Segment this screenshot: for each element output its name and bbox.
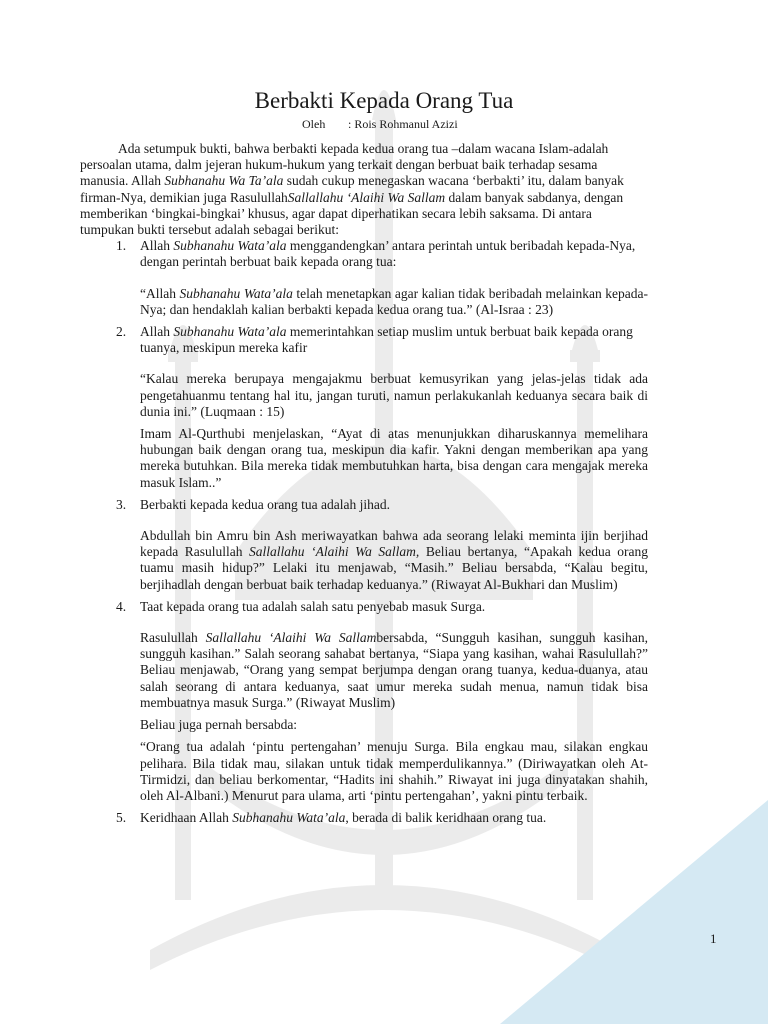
italic-text: Subhanahu Wata’ala xyxy=(173,324,287,340)
italic-text: Sallallahu ‘Alaihi Wa Sallam, xyxy=(249,544,420,560)
list-item-lead xyxy=(140,810,648,826)
list-item-lead xyxy=(140,238,648,270)
quote-paragraph xyxy=(140,286,648,318)
text-run: Ada setumpuk bukti, bahwa berbakti kepada kedua orang tua –dalam wacana Islam-adalah persoalan utama, dalm jejeran hukum-hukum yang terkait dengan berbuat baik terhadap sesama manusia. Allah xyxy=(80,141,609,189)
intro-paragraph xyxy=(80,141,648,238)
list-item xyxy=(80,810,648,826)
text-run: dalam banyak sabdanya, dengan memberikan ‘bingkai-bingkai’ khusus, agar dapat diperhatikan secara lebih saksama. Di antara tumpukan bukti tersebut adalah sebagai berikut: xyxy=(80,189,624,238)
text-run: menggandengkan’ antara perintah untuk beribadah kepada-Nya, dengan perintah berbuat baik kepada orang tua: xyxy=(140,238,636,270)
text-run: Keridhaan Allah xyxy=(140,810,233,826)
document-title: Berbakti Kepada Orang Tua xyxy=(254,88,514,113)
text-run: “Orang tua adalah ‘pintu pertengahan’ menuju Surga. Bila engkau mau, silakan engkau pelihara. Bila tidak mau, silakan untuk tidak memperdulikannya.” (Diriwayatkan oleh At-Tirmidzi, dan beliau berkomentar, “Hadits ini shahih.” Riwayat ini juga dinyatakan shahih, oleh Al-Albani.) Menurut para ulama, arti ‘pintu pertengahan’, yakni pintu terbaik. xyxy=(140,739,648,803)
text-run: Allah xyxy=(140,324,174,340)
text-run: Imam Al-Qurthubi menjelaskan, “Ayat di atas menunjukkan diharuskannya memelihara hubungan baik dengan orang tua, meskipun dia kafir. Yakni dengan memberikan apa yang mereka butuhkan. Bila mereka tidak membutuhkan harta, bisa dengan cara mengajak mereka masuk Islam..” xyxy=(140,426,648,490)
page-number: 1 xyxy=(710,931,717,946)
quote-paragraph xyxy=(140,371,648,420)
list-item xyxy=(80,324,648,491)
text-run: Taat kepada orang tua adalah salah satu penyebab masuk Surga. xyxy=(140,598,486,614)
list-item xyxy=(80,238,648,318)
italic-text: Subhanahu Wa Ta’ala xyxy=(164,173,284,189)
italic-text: Subhanahu Wata’ala xyxy=(173,238,287,254)
italic-text: Subhanahu Wata’ala xyxy=(179,285,293,301)
text-run: Abdullah bin Amru bin Ash meriwayatkan bahwa ada seorang lelaki meminta ijin berjihad kepada Rasulullah xyxy=(140,528,648,560)
list-number: 1. xyxy=(116,238,127,254)
list-item-lead xyxy=(140,324,648,356)
explanation-paragraph xyxy=(140,717,648,733)
text-run: memerintahkan setiap muslim untuk berbuat baik kepada orang tuanya, meskipun mereka kafir xyxy=(140,324,633,356)
italic-text: Subhanahu Wata’ala xyxy=(232,810,346,826)
list-item-lead xyxy=(140,599,648,615)
text-run: bersabda, “Sungguh kasihan, sungguh kasihan, sungguh kasihan.” Salah seorang sahabat bertanya, “Siapa yang kasihan, wahai Rasulullah?” Beliau menjawab, “Orang yang sempat berjumpa dengan orang tuanya, kedua-duanya, atau salah seorang di antara keduanya, saat umur mereka sudah menua, namun tidak bisa membuatnya masuk Surga.” (Riwayat Muslim) xyxy=(140,630,648,710)
list-number: 2. xyxy=(116,324,127,340)
italic-text: Sallallahu ‘Alaihi Wa Sallam xyxy=(287,189,446,205)
text-run: Beliau bertanya, “Apakah kedua orang tuamu masih hidup?” Lelaki itu menjawab, “Masih.” Beliau bersabda, “Kalau begitu, berjihadlah dengan berbuat baik terhadap keduanya.” (Riwayat Al-Bukhari dan Muslim) xyxy=(140,544,648,592)
quote-paragraph xyxy=(140,528,648,593)
italic-text: Sallallahu ‘Alaihi Wa Sallam xyxy=(205,630,377,646)
author-line xyxy=(302,117,458,131)
list-number: 3. xyxy=(116,496,127,512)
author-label: Oleh xyxy=(302,117,326,131)
text-run: Rasulullah xyxy=(140,630,206,646)
text-run: sudah cukup menegaskan wacana ‘berbakti’ itu, dalam banyak firman-Nya, demikian juga Rasulullah xyxy=(80,173,624,205)
list-item-lead xyxy=(140,497,648,513)
list-item xyxy=(80,599,648,804)
author-name: : Rois Rohmanul Azizi xyxy=(348,117,458,131)
list-number: 5. xyxy=(116,810,127,826)
document-body xyxy=(80,141,648,826)
text-run: telah menetapkan agar kalian tidak beribadah melainkan kepada-Nya; dan hendaklah kalian berbakti kepada kedua orang tua.” (Al-Israa : 23) xyxy=(140,285,648,317)
text-run: Berbakti kepada kedua orang tua adalah jihad. xyxy=(140,496,391,512)
text-run: “Allah xyxy=(140,285,180,301)
text-run: Beliau juga pernah bersabda: xyxy=(140,717,298,733)
list-item xyxy=(80,497,648,593)
list-number: 4. xyxy=(116,598,127,614)
text-run: Allah xyxy=(140,238,174,254)
quote-paragraph xyxy=(140,630,648,711)
explanation-paragraph xyxy=(140,426,648,491)
numbered-list xyxy=(80,238,648,826)
text-run: “Kalau mereka berupaya mengajakmu berbuat kemusyrikan yang jelas-jelas tidak ada pengetahuanmu tentang hal itu, jangan turuti, namun perlakukanlah keduanya secara baik di dunia ini.” (Luqmaan : 15) xyxy=(140,371,648,419)
explanation-paragraph xyxy=(140,739,648,804)
text-run: , berada di balik keridhaan orang tua. xyxy=(345,810,547,826)
